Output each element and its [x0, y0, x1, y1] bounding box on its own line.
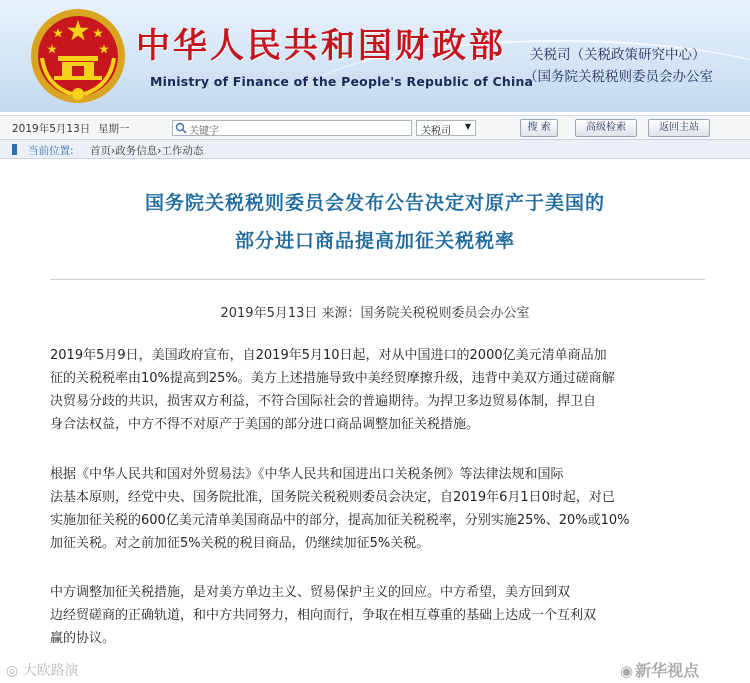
search-input[interactable]: 关键字 [172, 120, 412, 136]
site-banner [0, 0, 750, 112]
paragraph-line: 边经贸磋商的正确轨道，和中方共同努力，相向而行，争取在相互尊重的基础上达成一个互利双 [50, 608, 597, 623]
current-date: 2019年5月13日 [12, 123, 91, 135]
article-meta: 2019年5月13日 来源：国务院关税税则委员会办公室 [220, 306, 530, 321]
site-subtitle: Ministry of Finance of the People's Republic of China [150, 74, 534, 89]
paragraph-line: 征的关税税率由10%提高到25%。美方上述措施导致中美经贸摩擦升级，违背中美双方通过磋商解 [50, 371, 615, 386]
breadcrumb [0, 139, 750, 159]
advanced-search-button[interactable]: 高级检索 [575, 119, 637, 137]
paragraph-line: 根据《中华人民共和国对外贸易法》《中华人民共和国进出口关税条例》等法律法规和国际 [50, 467, 564, 482]
search-scope-value: 关税司 [421, 126, 451, 137]
paragraph-line: 身合法权益，中方不得不对原产于美国的部分进口商品调整加征关税措施。 [50, 417, 480, 432]
current-weekday: 星期一 [98, 123, 130, 135]
national-emblem-icon [28, 6, 128, 106]
weibo-eye-icon: ◉ [620, 662, 634, 680]
department-name [524, 44, 713, 88]
watermark-left-text: 大欧路演 [22, 663, 79, 679]
paragraph-3 [50, 581, 705, 650]
paragraph-line: 赢的协议。 [50, 631, 116, 646]
department-line-2: （国务院关税税则委员会办公室 [524, 69, 713, 85]
breadcrumb-path[interactable]: 首页›政务信息›工作动态 [90, 145, 204, 157]
breadcrumb-label: 当前位置: [28, 145, 74, 157]
department-line-1: 关税司（关税政策研究中心） [530, 47, 706, 63]
search-scope-select[interactable] [416, 120, 476, 136]
paragraph-line: 2019年5月9日，美国政府宣布，自2019年5月10日起，对从中国进口的2000亿美元清单商品加 [50, 348, 607, 363]
paragraph-line: 法基本原则，经党中央、国务院批准，国务院关税税则委员会决定，自2019年6月1日0时起，对已 [50, 490, 615, 505]
search-icon [175, 122, 187, 134]
title-divider [50, 279, 705, 280]
search-button[interactable]: 搜 索 [520, 119, 558, 137]
return-home-button[interactable]: 返回主站 [648, 119, 710, 137]
breadcrumb-marker-icon [12, 144, 17, 155]
chevron-down-icon: ▼ [464, 122, 471, 131]
paragraph-line: 决贸易分歧的共识，损害双方利益，不符合国际社会的普遍期待。为捍卫多边贸易体制，捍卫自 [50, 394, 597, 409]
toolbar [0, 115, 750, 139]
paragraph-line: 实施加征关税的600亿美元清单美国商品中的部分，提高加征关税税率，分别实施25%、20%或10% [50, 513, 630, 528]
watermark-right [620, 658, 699, 681]
watermark-right-text: 新华视点 [635, 661, 700, 680]
paragraph-line: 中方调整加征关税措施，是对美方单边主义、贸易保护主义的回应。中方希望，美方回到双 [50, 585, 571, 600]
site-title: 中华人民共和国财政部 [136, 26, 506, 66]
article-title-line-1: 国务院关税税则委员会发布公告决定对原产于美国的 [144, 192, 605, 214]
watermark-left [6, 660, 79, 680]
paragraph-line: 加征关税。对之前加征5%关税的税目商品，仍继续加征5%关税。 [50, 536, 430, 551]
article-title-line-2: 部分进口商品提高加征关税税率 [234, 230, 515, 252]
paragraph-1 [50, 344, 705, 436]
weibo-icon: ◎ [6, 663, 23, 679]
paragraph-2 [50, 463, 705, 555]
